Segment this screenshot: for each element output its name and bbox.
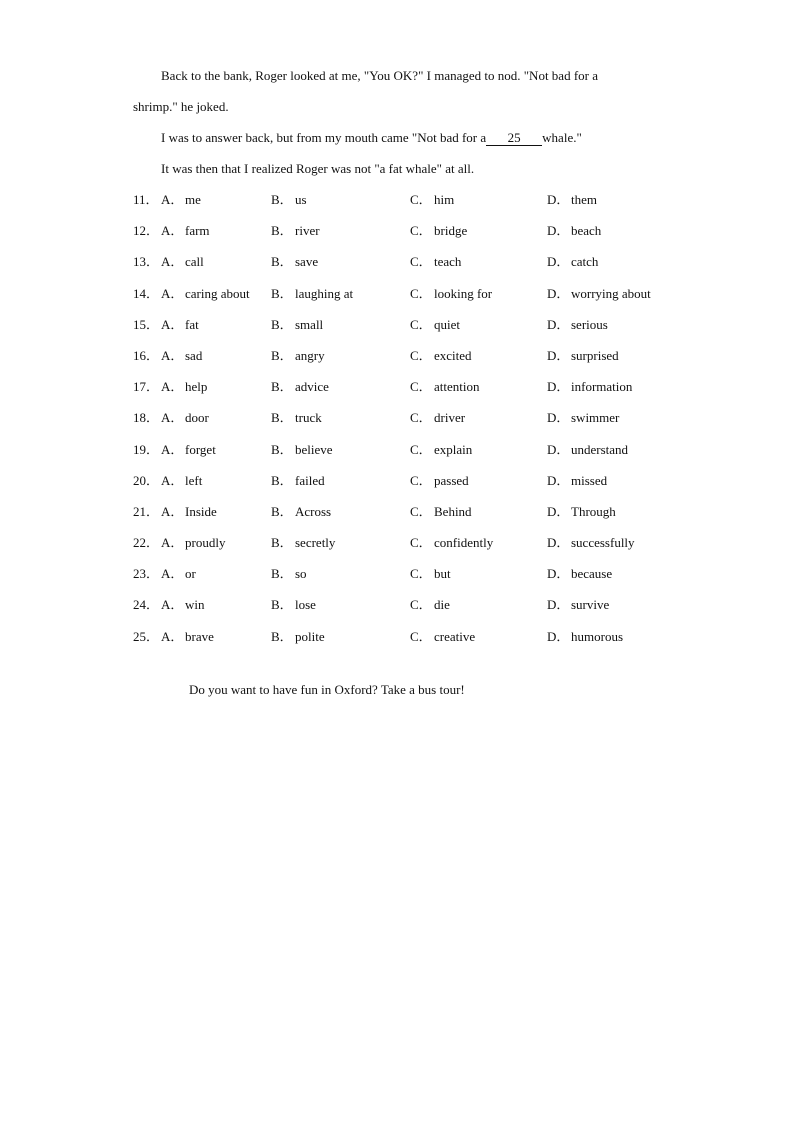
option-text: advice — [295, 379, 329, 395]
passage-line-2: shrimp." he joked. — [133, 99, 229, 114]
question-row — [0, 629, 794, 660]
option-text: survive — [571, 597, 610, 613]
option-b — [271, 348, 325, 364]
option-letter: C． — [410, 410, 432, 426]
option-text: call — [185, 254, 204, 270]
option-text: Behind — [434, 503, 472, 519]
option-a — [161, 629, 214, 645]
option-b — [271, 473, 325, 489]
option-letter: C． — [410, 379, 432, 395]
option-text: help — [185, 379, 208, 395]
question-number: 20． — [133, 472, 160, 488]
option-letter: A． — [161, 285, 184, 301]
question-number: 12． — [133, 223, 160, 239]
option-letter: C． — [410, 566, 432, 582]
option-text: die — [434, 597, 450, 613]
option-text: passed — [434, 472, 469, 488]
passage-line-3-text: I was to answer back, but from my mouth came "Not bad for a — [161, 130, 487, 145]
option-letter: C． — [410, 285, 432, 301]
option-d — [547, 223, 601, 239]
option-a — [161, 348, 202, 364]
option-b — [271, 410, 322, 426]
option-text: caring about — [185, 285, 250, 301]
option-text: teach — [434, 254, 462, 270]
option-d — [547, 566, 612, 582]
question-row — [0, 348, 794, 379]
option-d — [547, 473, 607, 489]
option-text: door — [185, 410, 209, 426]
option-text: small — [295, 316, 324, 332]
section-heading: Do you want to have fun in Oxford? Take a bus tour! — [189, 682, 465, 697]
option-letter: C． — [410, 223, 432, 239]
option-letter: D． — [547, 535, 570, 551]
option-letter: B． — [271, 254, 293, 270]
option-c — [410, 442, 472, 458]
option-b — [271, 379, 329, 395]
option-text: them — [571, 192, 597, 207]
option-d — [547, 629, 623, 645]
option-letter: D． — [547, 628, 570, 644]
option-text: brave — [185, 628, 214, 644]
question-number: 22． — [133, 535, 160, 551]
option-letter: C． — [410, 503, 432, 519]
option-letter: B． — [271, 472, 293, 488]
option-c — [410, 504, 472, 520]
option-text: successfully — [571, 535, 635, 551]
option-c — [410, 223, 467, 239]
option-a — [161, 192, 201, 208]
option-letter: D． — [547, 223, 570, 239]
option-d — [547, 597, 609, 613]
question-number: 11． — [133, 192, 159, 207]
option-text: win — [185, 597, 205, 613]
passage-line-4: It was then that I realized Roger was not "a fat whale" at all. — [161, 161, 475, 176]
option-text: catch — [571, 254, 599, 270]
option-letter: D． — [547, 566, 570, 582]
option-text: driver — [434, 410, 466, 426]
option-b — [271, 317, 323, 333]
option-text: information — [571, 379, 633, 395]
option-b — [271, 254, 318, 270]
option-b — [271, 629, 325, 645]
option-c — [410, 254, 461, 270]
option-a — [161, 223, 210, 239]
passage-line-1: Back to the bank, Roger looked at me, "You OK?" I managed to nod. "Not bad for a — [161, 68, 599, 83]
option-text: understand — [571, 441, 629, 457]
question-row — [0, 379, 794, 410]
option-text: polite — [295, 628, 325, 644]
option-d — [547, 504, 616, 520]
option-letter: A． — [161, 410, 184, 426]
option-text: bridge — [434, 223, 468, 239]
question-row — [0, 473, 794, 504]
option-c — [410, 597, 450, 613]
option-text: proudly — [185, 535, 226, 551]
option-d — [547, 192, 597, 208]
option-letter: B． — [271, 597, 293, 613]
option-letter: B． — [271, 285, 293, 301]
option-c — [410, 317, 460, 333]
option-letter: B． — [271, 503, 293, 519]
options-list — [0, 192, 794, 660]
option-text: Through — [571, 503, 616, 519]
option-text: Across — [295, 503, 332, 519]
option-letter: C． — [410, 472, 432, 488]
option-a — [161, 379, 207, 395]
option-letter: A． — [161, 535, 184, 551]
option-letter: A． — [161, 254, 184, 270]
question-number: 17． — [133, 379, 160, 395]
option-letter: B． — [271, 441, 293, 457]
option-d — [547, 286, 651, 302]
option-text: creative — [434, 628, 476, 644]
option-c — [410, 566, 451, 582]
question-number: 21． — [133, 503, 160, 519]
option-text: angry — [295, 347, 325, 363]
option-letter: C． — [410, 628, 432, 644]
option-c — [410, 348, 472, 364]
option-text: laughing at — [295, 285, 354, 301]
option-text: or — [185, 566, 196, 582]
option-letter: A． — [161, 503, 184, 519]
option-letter: C． — [410, 347, 432, 363]
option-c — [410, 629, 475, 645]
option-text: but — [434, 566, 451, 582]
option-text: surprised — [571, 347, 619, 363]
option-text: left — [185, 472, 203, 488]
option-letter: B． — [271, 223, 293, 239]
question-number: 19． — [133, 441, 160, 457]
option-letter: A． — [161, 566, 184, 582]
question-row — [0, 410, 794, 441]
passage-line-3 — [161, 130, 582, 146]
option-text: missed — [571, 472, 608, 488]
option-letter: B． — [271, 410, 293, 426]
option-a — [161, 442, 216, 458]
option-letter: D． — [547, 379, 570, 395]
question-number: 13． — [133, 254, 160, 270]
option-text: swimmer — [571, 410, 620, 426]
option-a — [161, 410, 209, 426]
option-text: fat — [185, 316, 199, 332]
option-letter: A． — [161, 347, 184, 363]
option-letter: B． — [271, 379, 293, 395]
option-letter: D． — [547, 347, 570, 363]
option-letter: D． — [547, 410, 570, 426]
option-text: him — [434, 192, 455, 207]
option-text: humorous — [571, 628, 623, 644]
option-b — [271, 535, 335, 551]
option-d — [547, 442, 628, 458]
option-text: truck — [295, 410, 322, 426]
option-d — [547, 535, 635, 551]
option-d — [547, 348, 619, 364]
option-letter: D． — [547, 472, 570, 488]
option-letter: D． — [547, 254, 570, 270]
option-letter: C． — [410, 254, 432, 270]
option-letter: B． — [271, 316, 293, 332]
option-d — [547, 379, 632, 395]
option-d — [547, 410, 619, 426]
option-text: looking for — [434, 285, 493, 301]
answer-blank-25: 25 — [486, 131, 542, 146]
question-row — [0, 597, 794, 628]
option-letter: D． — [547, 285, 570, 301]
option-text: failed — [295, 472, 325, 488]
option-c — [410, 379, 480, 395]
option-a — [161, 286, 250, 302]
option-a — [161, 597, 205, 613]
option-text: river — [295, 223, 320, 239]
option-b — [271, 192, 307, 208]
option-c — [410, 192, 454, 208]
option-letter: A． — [161, 628, 184, 644]
option-b — [271, 223, 320, 239]
question-row — [0, 566, 794, 597]
option-letter: B． — [271, 535, 293, 551]
question-row — [0, 535, 794, 566]
option-b — [271, 566, 307, 582]
option-letter: A． — [161, 316, 184, 332]
option-text: attention — [434, 379, 480, 395]
option-letter: A． — [161, 597, 184, 613]
option-d — [547, 317, 608, 333]
option-c — [410, 286, 492, 302]
question-row — [0, 504, 794, 535]
question-row — [0, 192, 794, 223]
question-number: 14． — [133, 285, 160, 301]
option-b — [271, 286, 353, 302]
option-letter: C． — [410, 441, 432, 457]
option-text: worrying about — [571, 285, 651, 301]
option-letter: D． — [547, 503, 570, 519]
option-b — [271, 442, 333, 458]
option-letter: A． — [161, 472, 184, 488]
question-row — [0, 317, 794, 348]
option-letter: D． — [547, 192, 570, 207]
option-a — [161, 504, 217, 520]
question-number: 25． — [133, 628, 160, 644]
option-b — [271, 597, 316, 613]
question-row — [0, 442, 794, 473]
option-text: sad — [185, 347, 203, 363]
option-text: forget — [185, 441, 216, 457]
question-row — [0, 254, 794, 285]
question-number: 24． — [133, 597, 160, 613]
option-text: believe — [295, 441, 333, 457]
question-number: 18． — [133, 410, 160, 426]
option-letter: B． — [271, 566, 293, 582]
option-d — [547, 254, 598, 270]
option-text: confidently — [434, 535, 494, 551]
option-a — [161, 473, 202, 489]
option-text: explain — [434, 441, 473, 457]
question-number: 23． — [133, 566, 160, 582]
question-number: 16． — [133, 347, 160, 363]
option-text: secretly — [295, 535, 336, 551]
option-letter: B． — [271, 347, 293, 363]
option-a — [161, 254, 204, 270]
option-c — [410, 535, 493, 551]
option-letter: D． — [547, 316, 570, 332]
question-row — [0, 286, 794, 317]
option-a — [161, 566, 196, 582]
option-text: excited — [434, 347, 472, 363]
option-text: quiet — [434, 316, 460, 332]
option-letter: B． — [271, 192, 293, 207]
option-c — [410, 410, 465, 426]
option-letter: A． — [161, 223, 184, 239]
passage-line-3-end: whale." — [542, 130, 582, 145]
option-text: me — [185, 192, 201, 207]
option-letter: A． — [161, 441, 184, 457]
option-letter: C． — [410, 535, 432, 551]
option-text: Inside — [185, 503, 217, 519]
option-letter: C． — [410, 597, 432, 613]
option-text: us — [295, 192, 307, 207]
option-text: save — [295, 254, 319, 270]
question-row — [0, 223, 794, 254]
option-text: beach — [571, 223, 602, 239]
option-a — [161, 535, 225, 551]
option-a — [161, 317, 199, 333]
question-number: 15． — [133, 316, 160, 332]
option-text: so — [295, 566, 307, 582]
option-letter: A． — [161, 192, 184, 207]
option-letter: B． — [271, 628, 293, 644]
option-b — [271, 504, 331, 520]
option-text: farm — [185, 223, 210, 239]
option-letter: C． — [410, 192, 432, 207]
option-text: serious — [571, 316, 608, 332]
option-letter: D． — [547, 441, 570, 457]
option-letter: A． — [161, 379, 184, 395]
option-letter: C． — [410, 316, 432, 332]
option-letter: D． — [547, 597, 570, 613]
option-text: because — [571, 566, 613, 582]
option-text: lose — [295, 597, 316, 613]
option-c — [410, 473, 469, 489]
